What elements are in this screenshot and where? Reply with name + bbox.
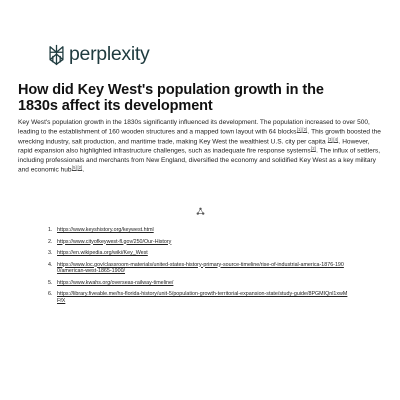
perplexity-logo-icon (47, 44, 66, 66)
brand-header (47, 44, 149, 66)
reference-item (48, 250, 348, 257)
citation-link[interactable]: [5] (71, 164, 77, 170)
brand-name: perplexity (69, 43, 150, 66)
answer-sentence: Key West's population growth in the 1830s significantly influenced its development. The population increased to over 500, leading to the establishment of 160 wooden structures and a mapped town layout with 64 blocks (18, 119, 370, 136)
reference-number: 1. (48, 227, 53, 233)
citation-link[interactable]: [2] (302, 127, 308, 133)
citation-link[interactable]: [3] (327, 136, 333, 142)
answer-sentence: . The influx of settlers, including professionals and merchants from New England, diversified the economy and solidified Key West as a key military and economic hub (18, 147, 381, 174)
reference-item (48, 262, 348, 276)
answer-paragraph (18, 118, 384, 174)
citation-link[interactable]: [2] (311, 146, 316, 152)
reference-number: 5. (48, 279, 53, 286)
reference-number: 3. (48, 250, 53, 256)
reference-link[interactable]: https://www.cityofkeywest-fl.gov/250/Our-History (57, 238, 172, 245)
reference-link[interactable]: https://en.wikipedia.org/wiki/Key_West (57, 250, 148, 256)
citation-link[interactable]: [2] (77, 164, 83, 170)
reference-item (48, 280, 348, 287)
reference-number: 2. (48, 238, 53, 245)
reference-number: 4. (48, 261, 53, 268)
sparkle-icon (196, 207, 205, 216)
answer-sentence: . However, rapid expansion also highlighted infrastructure challenges, such as inadequate fire response systems (18, 138, 370, 155)
citation-link[interactable]: [4] (333, 136, 339, 142)
reference-item (48, 291, 348, 305)
reference-link[interactable]: https://www.loc.gov/classroom-materials/united-states-history-primary-source-timeline/rise-of-industrial-america-1876-1900/american-west-1865-1900/ (57, 261, 344, 275)
reference-link[interactable]: https://www.kwahs.org/overseas-railway-timeline/ (57, 279, 174, 286)
answer-sentence: . (82, 166, 85, 174)
answer-sentence: . This growth boosted the wrecking industry, salt production, and maritime trade, making Key West the wealthiest U.S. city per capita (18, 128, 381, 145)
reference-list (48, 227, 348, 310)
page-title: How did Key West's population growth in the 1830s affect its development (18, 82, 324, 114)
reference-link[interactable]: https://www.keyshistory.org/keywest.html (57, 227, 154, 233)
reference-item (48, 227, 348, 234)
reference-number: 6. (48, 291, 53, 298)
reference-item (48, 239, 348, 246)
reference-link[interactable]: https://library.fiveable.me/hs-florida-history/unit-5/population-growth-territorial-expansion-state/study-guide/8PGMIQnl1xwMFfX (57, 291, 348, 305)
citation-link[interactable]: [1] (296, 127, 302, 133)
